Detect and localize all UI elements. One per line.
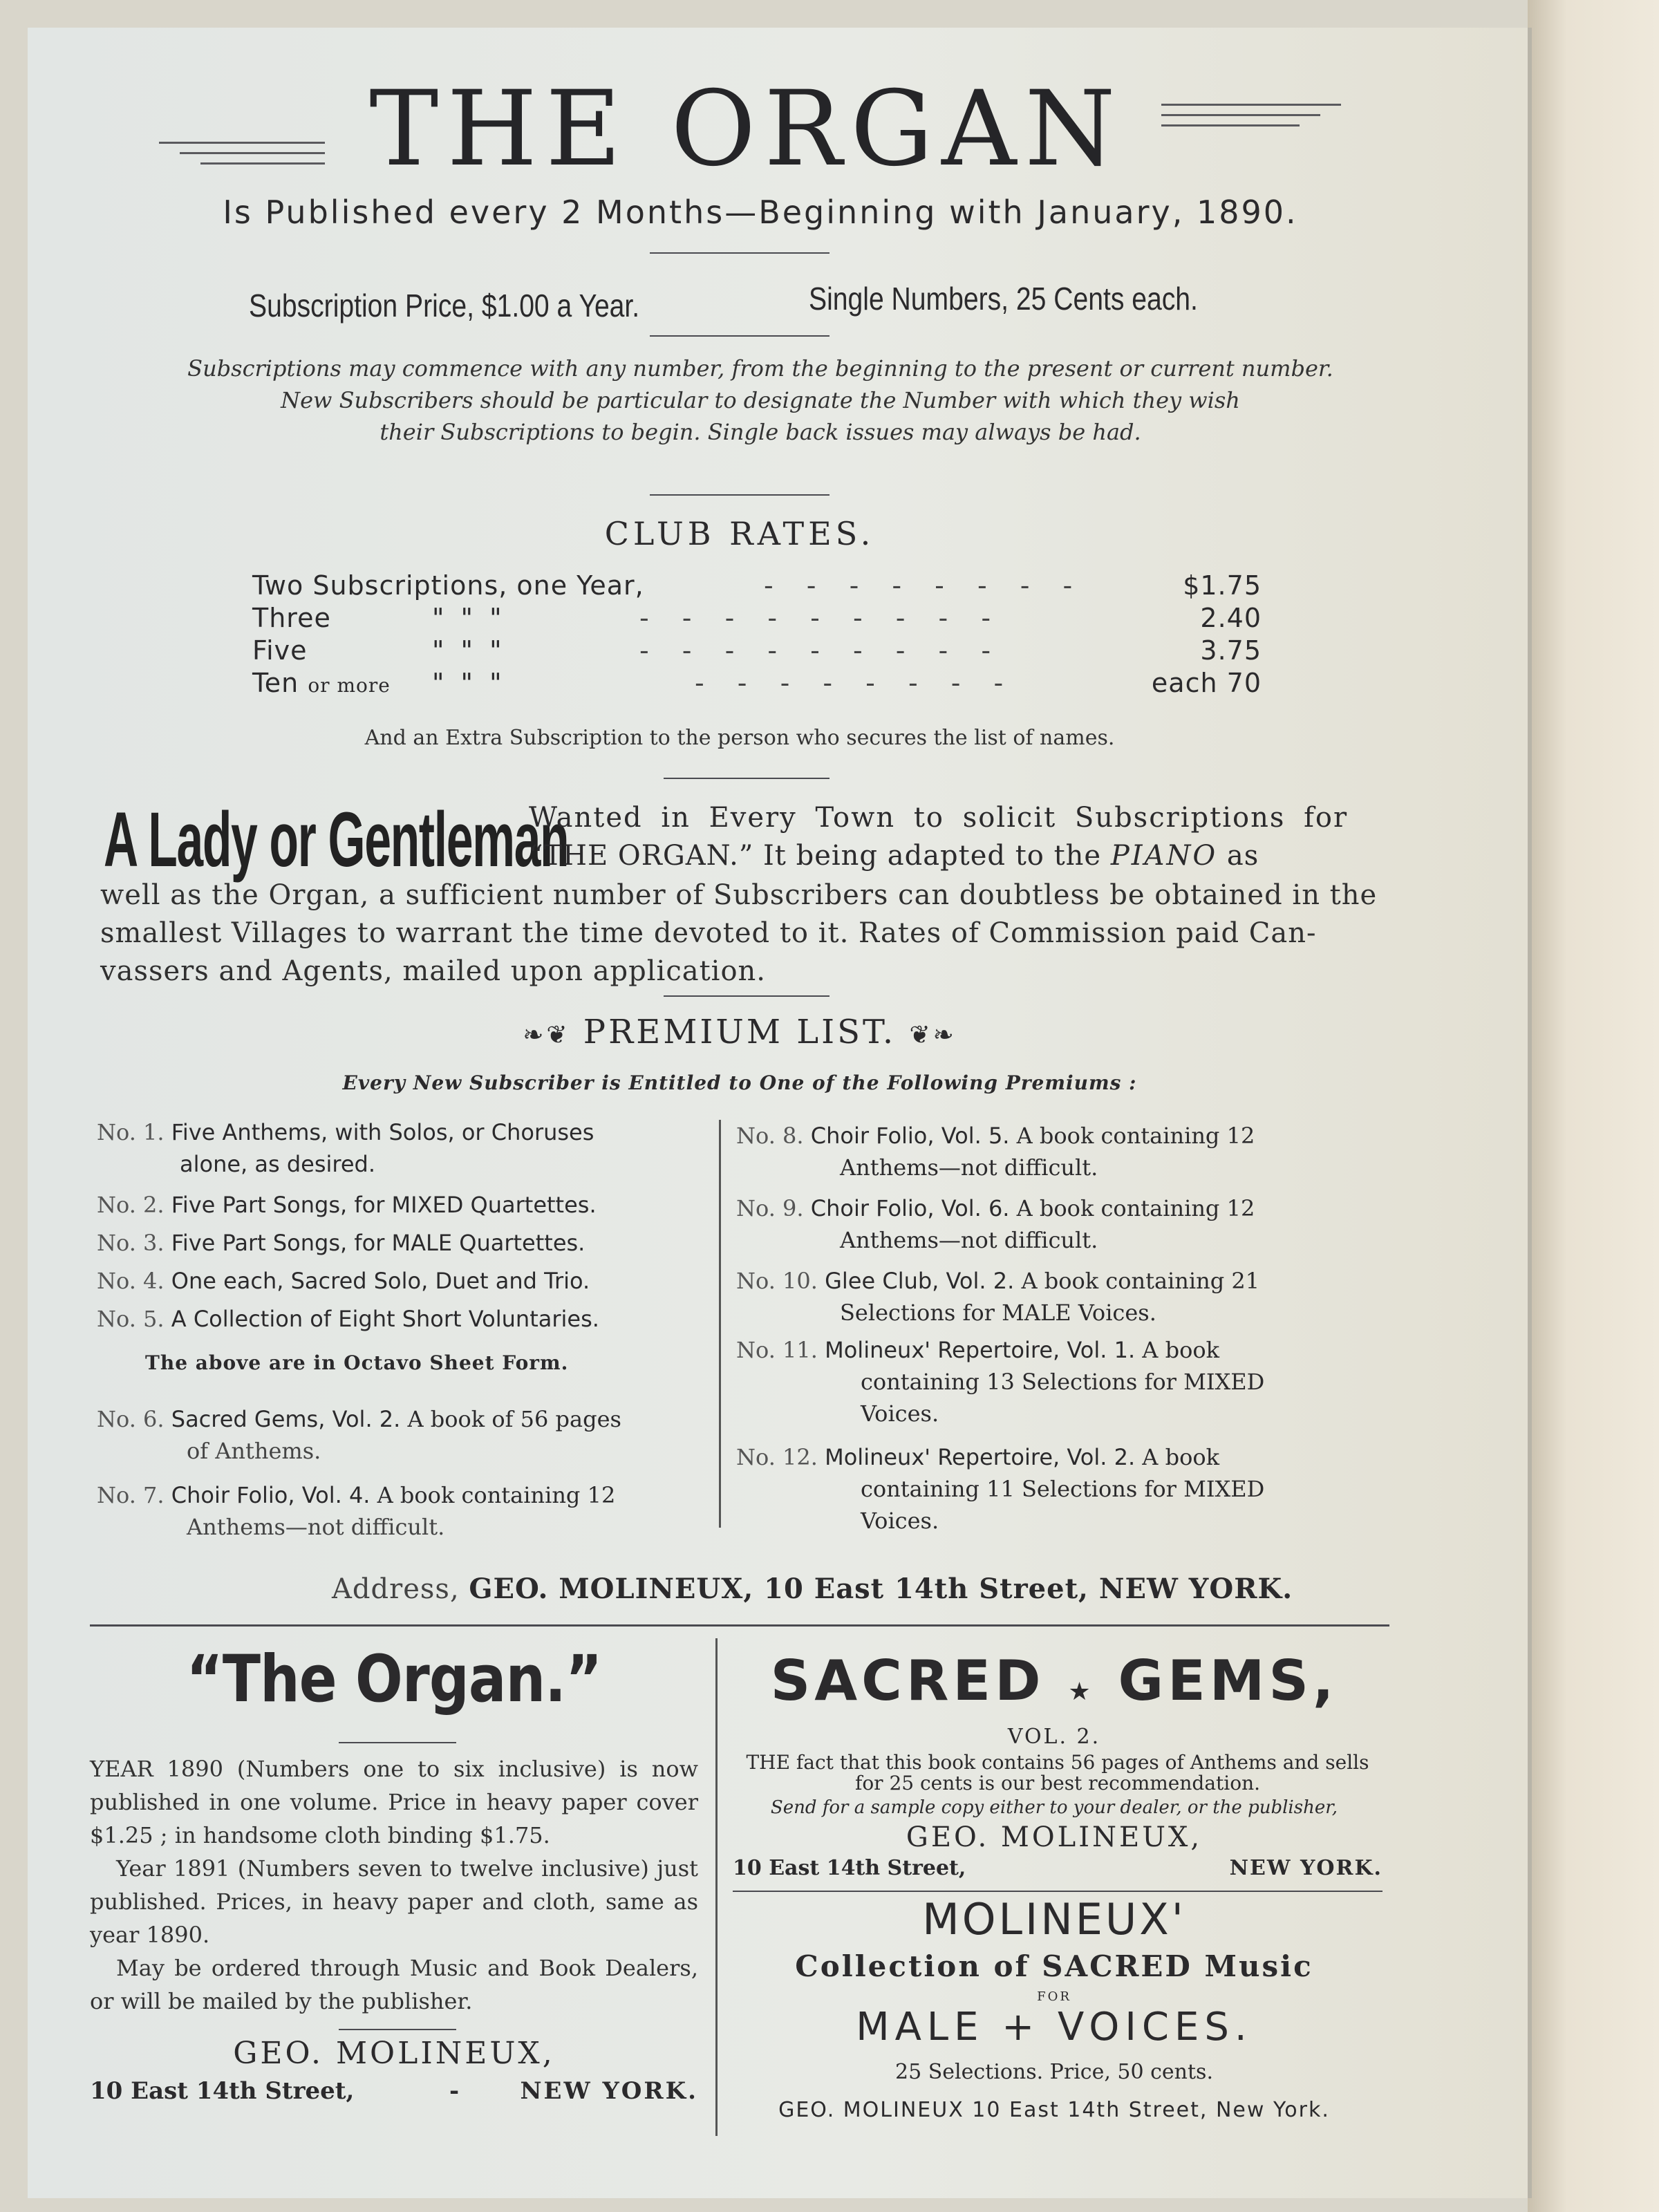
- rate-amount: $1.75: [1183, 570, 1262, 601]
- divider: [664, 778, 830, 779]
- wanted-body-line: well as the Organ, a sufficient number of Subscribers can doubtless be obtained in the: [100, 879, 1378, 911]
- premium-title: Molineux' Repertoire, Vol. 2.: [825, 1444, 1136, 1470]
- premium-desc: Selections for MALE Voices.: [840, 1300, 1156, 1326]
- premium-desc: alone, as desired.: [180, 1151, 376, 1177]
- wanted-body-line: vassers and Agents, mailed upon application.: [100, 955, 767, 987]
- divider: [650, 494, 830, 496]
- wanted-text-line: Wanted in Every Town to solicit Subscriptions for: [529, 802, 1349, 834]
- subscription-price: Subscription Price, $1.00 a Year.: [249, 288, 640, 324]
- star-icon: ★: [1068, 1678, 1095, 1706]
- club-rates-note: And an Extra Subscription to the person who secures the list of names.: [364, 726, 1115, 750]
- premium-rest: A book: [1135, 1444, 1219, 1470]
- wanted-headline: A Lady or Gentleman: [104, 796, 569, 883]
- sacred-gems-vol: VOL. 2.: [1007, 1725, 1101, 1749]
- premium-title: A Collection of Eight Short Voluntaries.: [171, 1306, 599, 1332]
- rate-leader: - - - - - - - -: [695, 668, 1016, 698]
- notice-line: their Subscriptions to begin. Single back issues may always be had.: [379, 419, 1141, 445]
- premium-desc: Anthems—not difficult.: [187, 1514, 445, 1540]
- premium-title: Five Part Songs, for MIXED Quartettes.: [171, 1192, 597, 1218]
- premium-rest: A book of 56 pages: [400, 1406, 621, 1432]
- ornament-icon: ❦❧: [909, 1021, 957, 1049]
- premium-item: [97, 1303, 705, 1335]
- rate-label: Three: [252, 603, 331, 633]
- organ-ad-paragraph: YEAR 1890 (Numbers one to six inclusive) is now published in one volume. Price in heavy paper cover $1.25 ; in handsome cloth binding $1.75.: [90, 1756, 698, 1848]
- divider: [664, 995, 830, 997]
- sacred-gems-title-a: SACRED: [770, 1649, 1045, 1713]
- premium-number: No. 7.: [97, 1482, 165, 1508]
- rate-amount: 3.75: [1200, 635, 1262, 666]
- organ-ad-paragraph: May be ordered through Music and Book Dealers, or will be mailed by the publisher.: [90, 1955, 698, 2014]
- premium-number: No. 9.: [736, 1195, 804, 1221]
- organ-ad-street: 10 East 14th Street,: [90, 2077, 355, 2105]
- premium-number: No. 10.: [736, 1268, 818, 1294]
- magazine-page: [28, 28, 1528, 2198]
- organ-ad-publisher: GEO. MOLINEUX,: [233, 2036, 555, 2071]
- premium-title: Five Part Songs, for MALE Quartettes.: [171, 1230, 585, 1256]
- sacred-gems-publisher: GEO. MOLINEUX,: [906, 1821, 1203, 1853]
- premium-number: No. 11.: [736, 1337, 818, 1363]
- organ-ad-body: [90, 1752, 698, 2018]
- rate-leader: - - - - - - - -: [764, 570, 1085, 601]
- premium-item: [736, 1192, 1407, 1256]
- premium-item: [97, 1265, 705, 1297]
- subscription-notice: [97, 353, 1424, 448]
- premium-title: One each, Sacred Solo, Duet and Trio.: [171, 1268, 590, 1294]
- club-rate-row: [252, 635, 1262, 668]
- ditto-marks: " " ": [432, 603, 506, 633]
- sacred-gems-title-b: GEMS,: [1118, 1649, 1338, 1713]
- premium-heading: [373, 1013, 1106, 1051]
- ornament-icon: ❧❦: [523, 1021, 570, 1049]
- premium-title: Glee Club, Vol. 2.: [825, 1268, 1015, 1294]
- section-rule: [90, 1624, 1389, 1627]
- divider: [339, 2029, 456, 2030]
- wanted-text-line: [529, 840, 1400, 872]
- premium-number: No. 12.: [736, 1444, 818, 1470]
- sacred-gems-address: [733, 1856, 1382, 1880]
- divider: [650, 335, 830, 337]
- molineux-collection-address: GEO. MOLINEUX 10 East 14th Street, New York.: [778, 2098, 1330, 2122]
- premium-number: No. 4.: [97, 1268, 165, 1294]
- premium-desc: Anthems—not difficult.: [840, 1154, 1098, 1181]
- premium-title: Five Anthems, with Solos, or Choruses: [171, 1119, 594, 1145]
- masthead-title: THE ORGAN: [369, 69, 1124, 189]
- premium-subheading: Every New Subscriber is Entitled to One of the Following Premiums :: [342, 1071, 1137, 1094]
- organ-ad-title: “The Organ.”: [186, 1642, 602, 1717]
- publication-schedule: Is Published every 2 Months—Beginning with January, 1890.: [223, 194, 1298, 231]
- rate-label: Five: [252, 635, 308, 666]
- book-spine: [1528, 0, 1659, 2212]
- divider: [650, 252, 830, 254]
- octavo-note: The above are in Octavo Sheet Form.: [145, 1351, 569, 1374]
- sacred-gems-city: NEW YORK.: [1229, 1856, 1382, 1880]
- molineux-collection-price: 25 Selections. Price, 50 cents.: [895, 2060, 1213, 2084]
- ad-divider: [715, 1638, 718, 2136]
- ditto-marks: " " ": [432, 668, 506, 698]
- rate-amount: 2.40: [1200, 603, 1262, 633]
- premium-item: [97, 1116, 705, 1180]
- premium-heading-text: PREMIUM LIST.: [583, 1013, 897, 1051]
- column-divider: [719, 1120, 721, 1528]
- premium-title: Choir Folio, Vol. 6.: [810, 1195, 1010, 1221]
- sacred-gems-street: 10 East 14th Street,: [733, 1856, 966, 1880]
- premium-number: No. 6.: [97, 1406, 165, 1432]
- premium-rest: A book containing 12: [370, 1482, 616, 1508]
- club-rates-heading: CLUB RATES.: [604, 515, 875, 552]
- rate-amount: each 70: [1151, 668, 1262, 698]
- club-rate-row: [252, 668, 1262, 701]
- premium-number: No. 3.: [97, 1230, 165, 1256]
- divider: [733, 1891, 1382, 1892]
- premium-rest: A book containing 12: [1009, 1123, 1255, 1149]
- premium-rest: A book: [1135, 1337, 1219, 1363]
- wanted-text-segment: as: [1217, 840, 1259, 872]
- notice-line: Subscriptions may commence with any number, from the beginning to the present or current number.: [187, 355, 1333, 382]
- address-main: GEO. MOLINEUX, 10 East 14th Street, NEW YORK.: [469, 1573, 1293, 1605]
- rate-label: Two Subscriptions, one Year,: [252, 570, 644, 601]
- rate-label: [252, 668, 391, 698]
- molineux-collection-for: FOR: [1037, 1989, 1071, 2004]
- premium-rest: A book containing 12: [1009, 1195, 1255, 1221]
- sacred-gems-fact: THE fact that this book contains 56 pages of Anthems and sells for 25 cents is our best recommendation.: [746, 1751, 1369, 1794]
- premium-title: Choir Folio, Vol. 4.: [171, 1482, 371, 1508]
- rate-leader: - - - - - - - - -: [639, 603, 1004, 633]
- wanted-body-line: smallest Villages to warrant the time devoted to it. Rates of Commission paid Can-: [100, 917, 1317, 949]
- premium-item: [736, 1265, 1407, 1329]
- premium-title: Sacred Gems, Vol. 2.: [171, 1406, 401, 1432]
- premium-number: No. 1.: [97, 1119, 165, 1145]
- premium-desc: of Anthems.: [187, 1438, 321, 1464]
- rate-label-main: Ten: [252, 668, 299, 698]
- molineux-collection-male: MALE + VOICES.: [856, 2005, 1253, 2050]
- premium-item: [736, 1334, 1407, 1430]
- notice-line: New Subscribers should be particular to designate the Number with which they wish: [281, 387, 1240, 413]
- molineux-collection-subtitle: Collection of SACRED Music: [795, 1949, 1313, 1983]
- premium-item: [97, 1479, 705, 1543]
- premium-desc: containing 13 Selections for MIXED: [861, 1369, 1265, 1395]
- premium-number: No. 2.: [97, 1192, 165, 1218]
- molineux-collection-title: MOLINEUX': [922, 1894, 1186, 1944]
- wanted-body: [100, 877, 1407, 991]
- wanted-text-segment: “THE ORGAN.” It being adapted to the: [529, 840, 1111, 872]
- rate-leader: - - - - - - - - -: [639, 635, 1004, 666]
- organ-ad-paragraph: Year 1891 (Numbers seven to twelve inclusive) just published. Prices, in heavy paper and cloth, same as year 1890.: [90, 1855, 698, 1948]
- premium-item: [97, 1227, 705, 1259]
- premium-desc: Voices.: [861, 1400, 939, 1427]
- premium-number: No. 5.: [97, 1306, 165, 1332]
- sacred-gems-title: [726, 1649, 1382, 1713]
- premium-title: Choir Folio, Vol. 5.: [810, 1123, 1010, 1149]
- club-rate-row: [252, 603, 1262, 636]
- premium-item: [97, 1189, 705, 1221]
- premium-item: [736, 1441, 1407, 1537]
- address-label: Address,: [332, 1573, 460, 1605]
- premium-title: Molineux' Repertoire, Vol. 1.: [825, 1337, 1136, 1363]
- divider: [339, 1742, 456, 1743]
- premium-address: [332, 1573, 1293, 1605]
- organ-ad-dash: -: [449, 2077, 460, 2105]
- sacred-gems-sample: Send for a sample copy either to your dealer, or the publisher,: [770, 1797, 1338, 1818]
- single-number-price: Single Numbers, 25 Cents each.: [809, 281, 1198, 317]
- premium-number: No. 8.: [736, 1123, 804, 1149]
- premium-desc: Anthems—not difficult.: [840, 1227, 1098, 1253]
- premium-rest: A book containing 21: [1014, 1268, 1260, 1294]
- ditto-marks: " " ": [432, 635, 506, 666]
- premium-desc: Voices.: [861, 1508, 939, 1534]
- wanted-piano: PIANO: [1110, 840, 1218, 872]
- rate-label-small: or more: [308, 674, 391, 697]
- premium-item: [97, 1403, 705, 1467]
- club-rate-row: [252, 570, 1262, 603]
- premium-item: [736, 1120, 1407, 1183]
- premium-desc: containing 11 Selections for MIXED: [861, 1476, 1265, 1502]
- organ-ad-address: [90, 2077, 698, 2105]
- organ-ad-city: NEW YORK.: [520, 2077, 698, 2105]
